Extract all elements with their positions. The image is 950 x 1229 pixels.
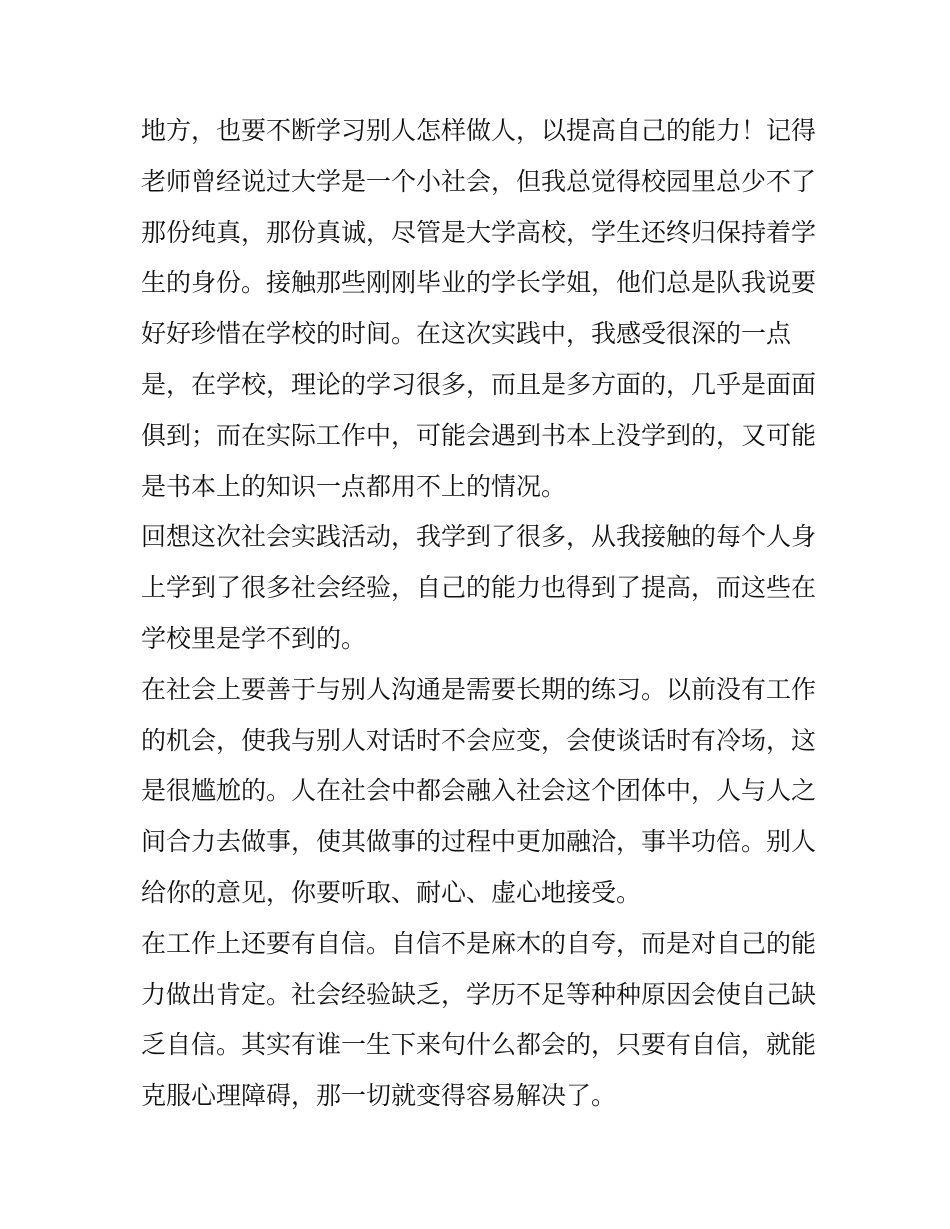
text-line: 学校里是学不到的。 [141,623,367,653]
text-line: 是，在学校，理论的学习很多，而且是多方面的，几乎是面面 [141,369,817,399]
text-line: 老师曾经说过大学是一个小社会，但我总觉得校园里总少不了 [141,166,817,196]
text-line: 在工作上还要有自信。自信不是麻木的自夸，而是对自己的能 [141,928,817,958]
text-line: 那份纯真，那份真诚，尽管是大学高校，学生还终归保持着学 [141,217,817,247]
text-line: 给你的意见，你要听取、耐心、虚心地接受。 [141,877,642,907]
text-line: 在社会上要善于与别人沟通是需要长期的练习。以前没有工作 [141,674,817,704]
text-line: 是很尴尬的。人在社会中都会融入社会这个团体中，人与人之 [141,776,817,806]
text-line: 生的身份。接触那些刚刚毕业的学长学姐，他们总是队我说要 [141,268,817,298]
text-line: 间合力去做事，使其做事的过程中更加融洽，事半功倍。别人 [141,827,817,857]
text-line: 是书本上的知识一点都用不上的情况。 [141,471,567,501]
text-line: 俱到；而在实际工作中，可能会遇到书本上没学到的，又可能 [141,420,817,450]
text-line: 回想这次社会实践活动，我学到了很多，从我接触的每个人身 [141,522,817,552]
text-line: 地方，也要不断学习别人怎样做人，以提高自己的能力！记得 [141,116,817,145]
text-line: 上学到了很多社会经验，自己的能力也得到了提高，而这些在 [141,573,817,603]
text-line: 力做出肯定。社会经验缺乏，学历不足等种种原因会使自己缺 [141,979,817,1009]
text-line: 克服心理障碍，那一切就变得容易解决了。 [141,1081,617,1111]
text-line: 好好珍惜在学校的时间。在这次实践中，我感受很深的一点 [141,319,792,349]
document-body [141,106,817,1122]
text-line: 乏自信。其实有谁一生下来句什么都会的，只要有自信，就能 [141,1030,817,1060]
text-line: 的机会，使我与别人对话时不会应变，会使谈话时有冷场，这 [141,725,817,755]
